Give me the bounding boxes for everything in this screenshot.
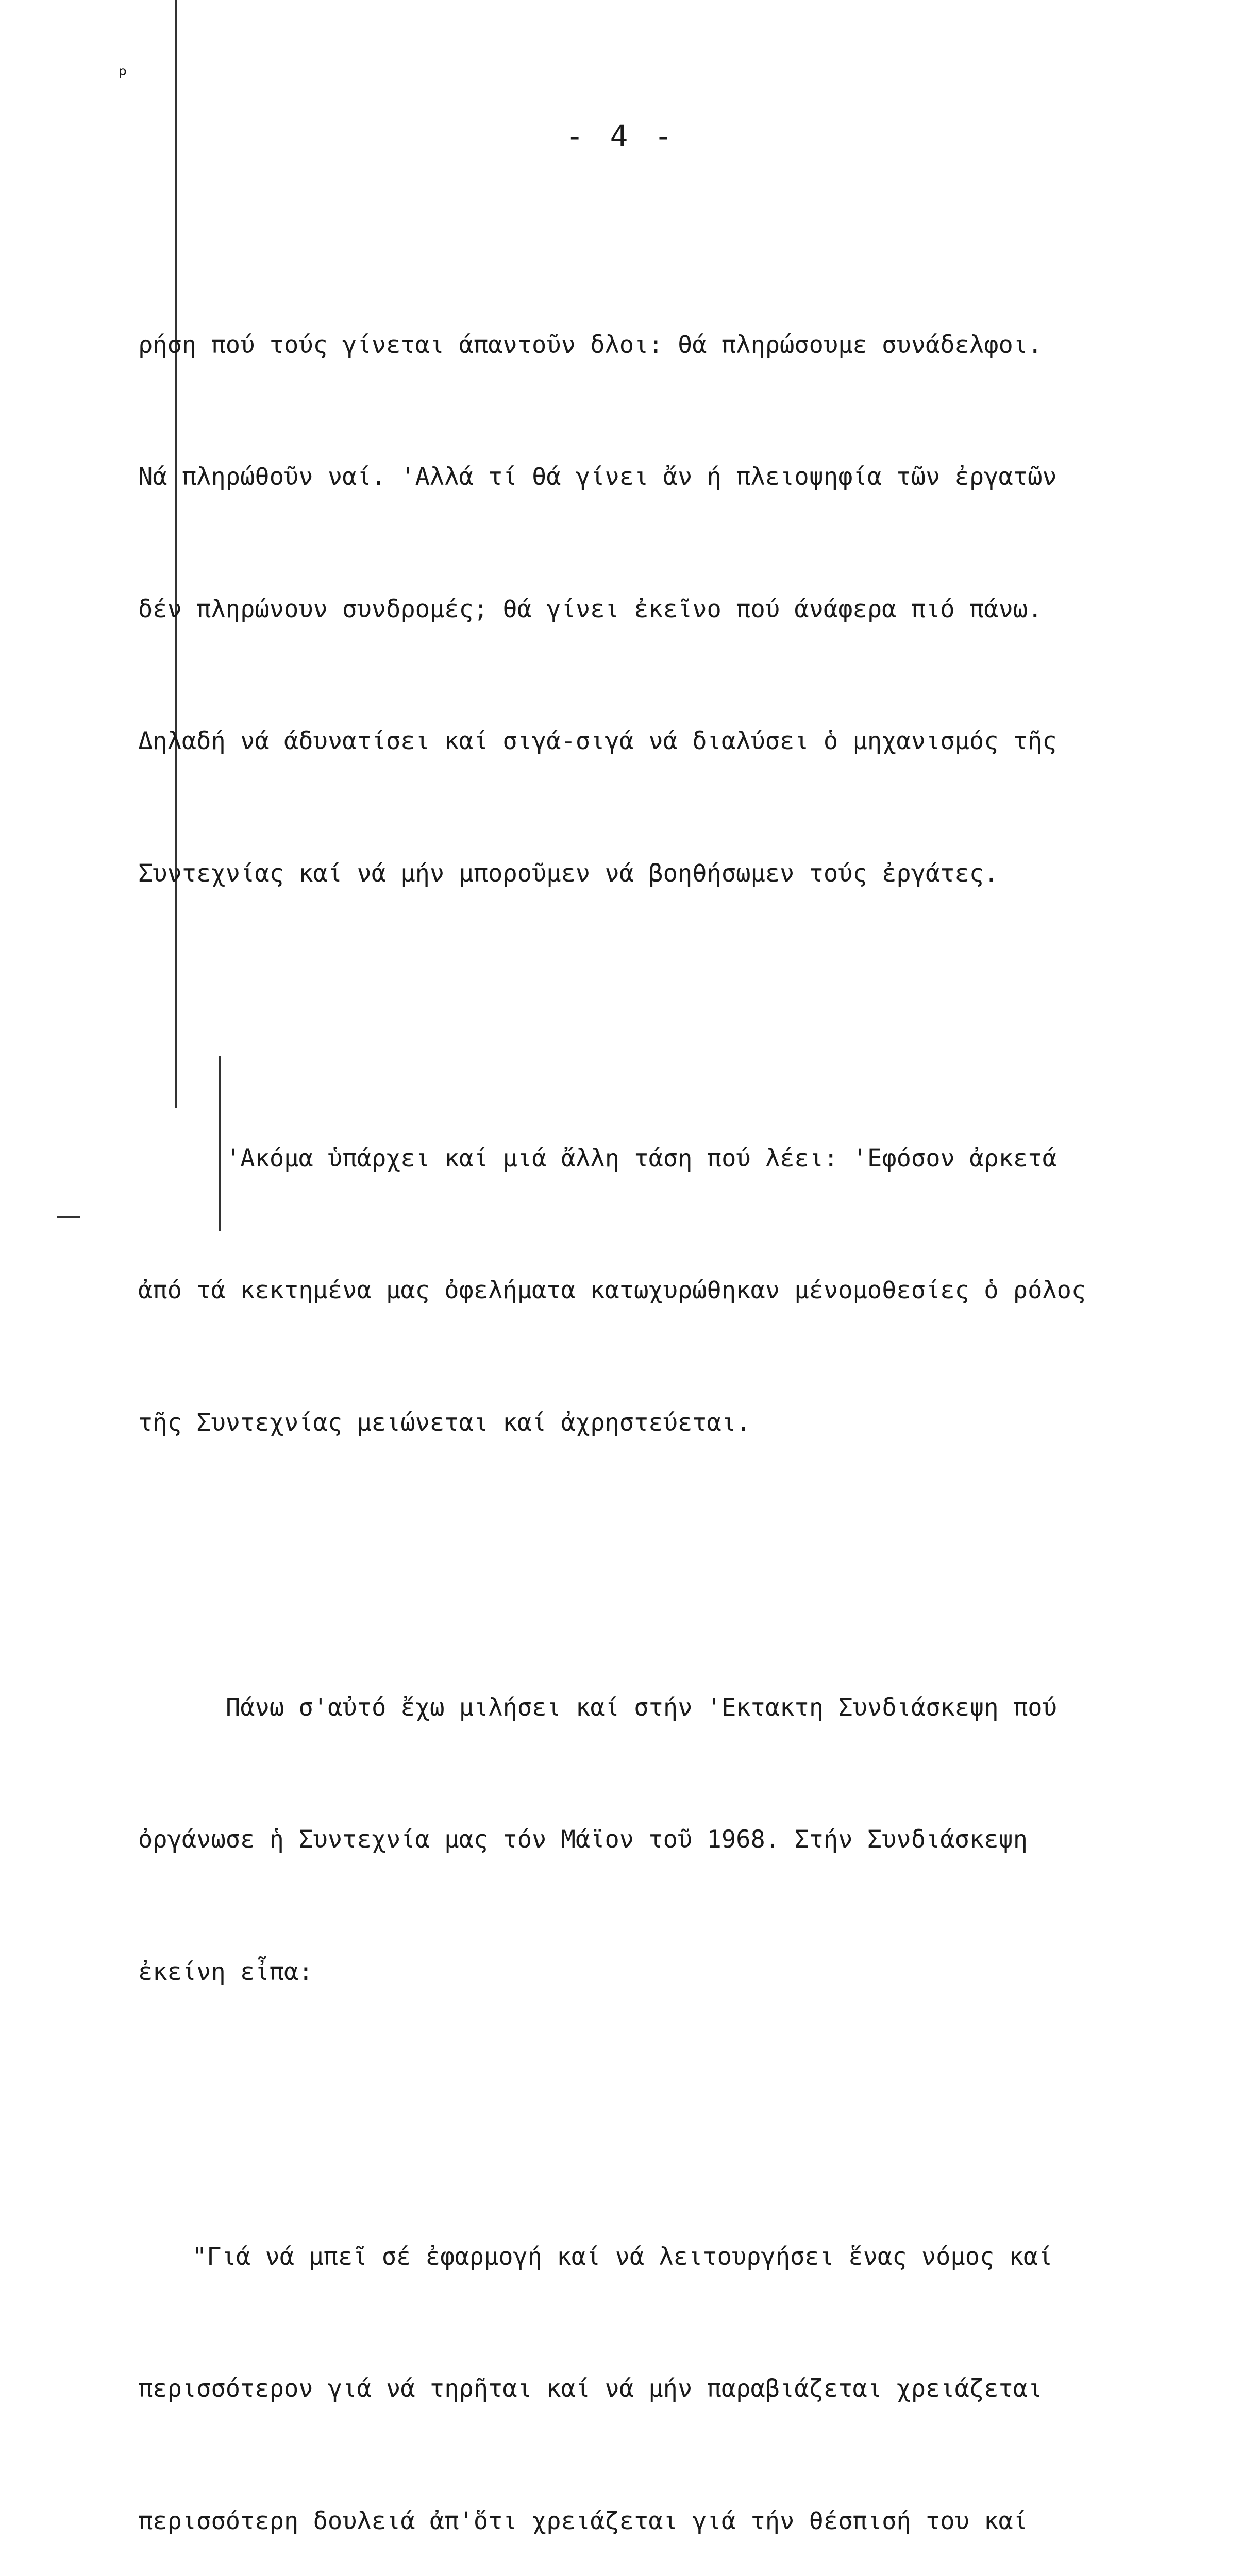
text-line: περισσότερη δουλειά ἀπ'ὅτι χρειάζεται γιά τήν θέσπισή του καί [138,2506,1028,2535]
text-line: Συντεχνίας καί νά μήν μποροῦμεν νά βοηθήσωμεν τούς ἐργάτες. [138,859,999,888]
text-line: τῆς Συντεχνίας μειώνεται καί ἀχρηστεύεται. [138,1408,751,1437]
page-number: - 4 - [565,118,677,154]
text-line: ἐκείνη εἶπα: [138,1957,313,1986]
text-line: ὀργάνωσε ἡ Συντεχνία μας τόν Μάϊον τοῦ 1968. Στήν Συνδιάσκεψη [138,1825,1028,1854]
text-line: ἀπό τά κεκτημένα μας ὀφελήματα κατωχυρώθηκαν μένομοθεσίες ὁ ρόλος [138,1276,1086,1304]
text-line: ρήση πού τούς γίνεται άπαντοῦν δλοι: θά πληρώσουμε συνάδελφοι. [138,330,1043,359]
text-line: Νά πληρώθοῦν ναί. 'Αλλά τί θά γίνει ἄν ή πλειοψηφία τῶν ἐργατῶν [138,463,1057,491]
text-line: Δηλαδή νά άδυνατίσει καί σιγά-σιγά νά διαλύσει ὁ μηχανισμός τῆς [138,727,1057,755]
text-line: 'Ακόμα ὑπάρχει καί μιά ἄλλη τάση πού λέει: 'Εφόσον ἀρκετά [226,1144,1057,1173]
text-line: περισσότερον γιά νά τηρῆται καί νά μήν παραβιάζεται χρειάζεται [138,2375,1043,2403]
text-line: δέν πληρώνουν συνδρομές; θά γίνει ἐκεῖνο πού άνάφερα πιό πάνω. [138,595,1043,623]
corner-mark: ᵖ [116,62,130,88]
text-line: Πάνω σ'αὐτό ἔχω μιλήσει καί στήν 'Εκτακτη Συνδιάσκεψη πού [226,1693,1057,1722]
margin-dash [57,1216,80,1218]
body-text [138,191,1226,2576]
text-line: "Γιά νά μπεῖ σέ ἐφαρμογή καί νά λειτουργήσει ἕνας νόμος καί [192,2242,1053,2271]
